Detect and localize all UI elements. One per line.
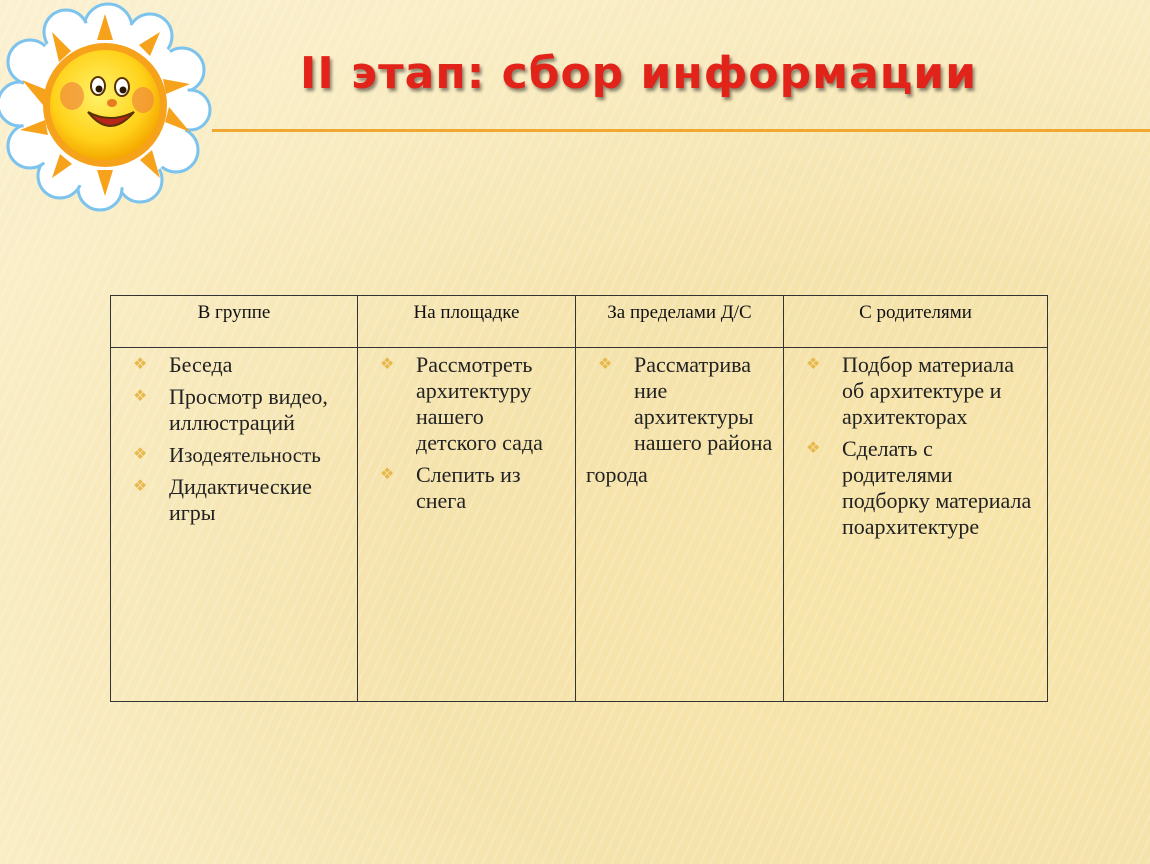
diamond-bullet-icon: ❖: [380, 354, 395, 373]
diamond-bullet-icon: ❖: [598, 354, 613, 373]
table-header-row: [111, 296, 1048, 348]
table-cell: [111, 348, 358, 702]
header-cell: За пределами Д/С: [576, 296, 784, 348]
list-item: ❖ Просмотр видео, иллюстраций: [133, 384, 328, 435]
list-item: ❖ Беседа: [133, 352, 233, 377]
table-cell: [576, 348, 784, 702]
cell-extra-text: города: [586, 462, 648, 487]
header-cell: С родителями: [784, 296, 1048, 348]
diamond-bullet-icon: ❖: [133, 476, 148, 495]
table-cell: [784, 348, 1048, 702]
info-table: [110, 295, 1048, 702]
smiling-sun-icon: [0, 0, 215, 212]
diamond-bullet-icon: ❖: [806, 438, 821, 457]
diamond-bullet-icon: ❖: [806, 354, 821, 373]
diamond-bullet-icon: ❖: [380, 464, 395, 483]
list-item: ❖ Подбор материала об архитектуре и архитекторах: [806, 352, 1014, 429]
diamond-bullet-icon: ❖: [133, 354, 148, 373]
list-item: ❖ Рассматрива ние архитектуры нашего района: [598, 352, 773, 455]
title-underline: [212, 129, 1150, 132]
list-item: ❖ Дидактические игры: [133, 474, 312, 525]
diamond-bullet-icon: ❖: [133, 386, 148, 405]
header-cell: В группе: [111, 296, 358, 348]
list-item: ❖ Слепить из снега: [380, 462, 521, 513]
header-cell: На площадке: [358, 296, 576, 348]
list-item: ❖ Рассмотреть архитектуру нашего детского сада: [380, 352, 543, 455]
list-item: ❖ Изодеятельность: [133, 443, 321, 467]
list-item: ❖ Сделать с родителями подборку материала поархитектуре: [806, 436, 1032, 539]
table-row: [111, 348, 1048, 702]
slide-title: II этап: сбор информации: [300, 48, 978, 99]
table-cell: [358, 348, 576, 702]
diamond-bullet-icon: ❖: [133, 444, 148, 463]
